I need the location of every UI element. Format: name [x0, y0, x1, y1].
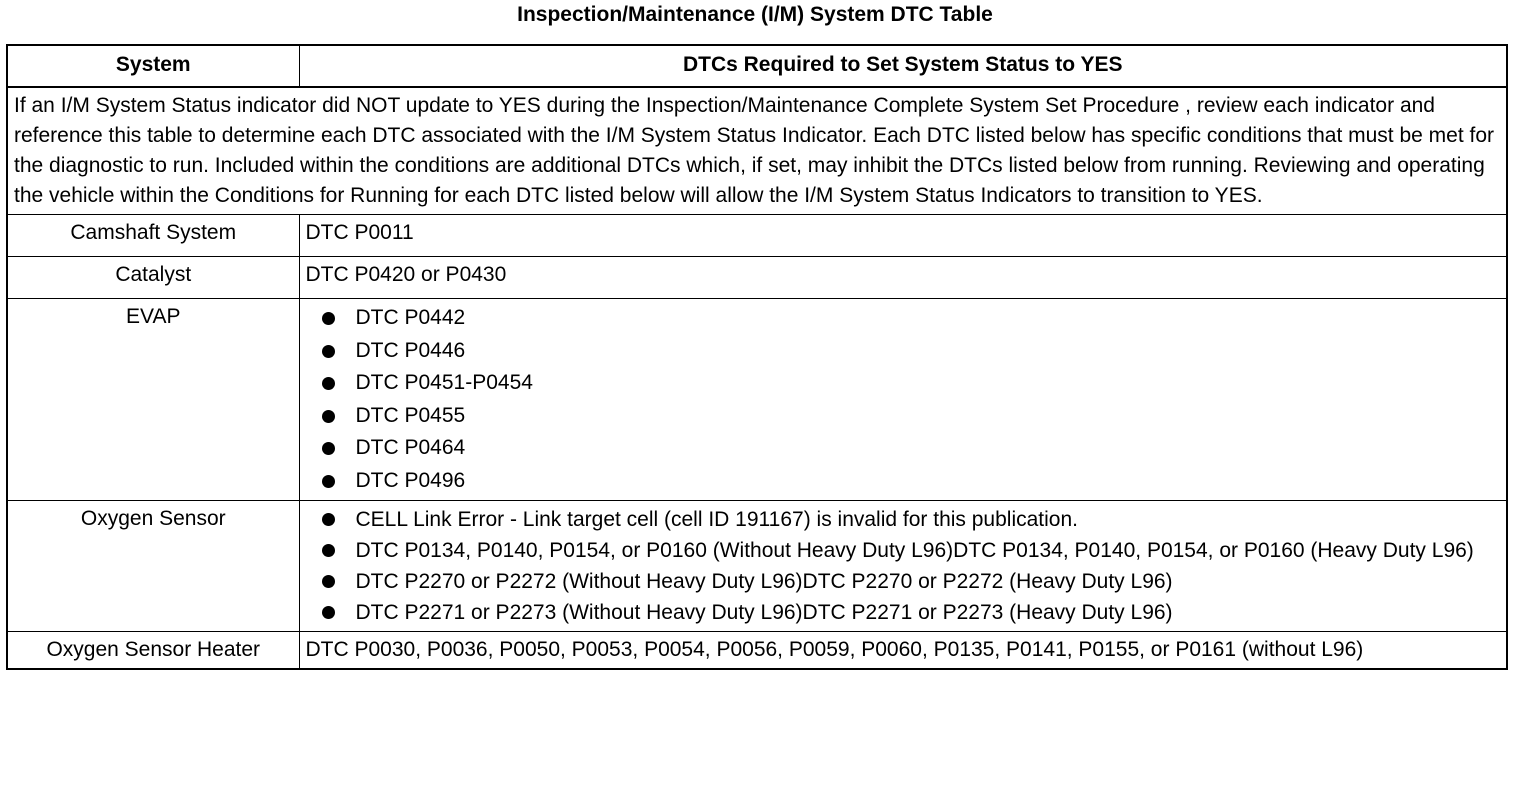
dtc-list	[306, 504, 1501, 628]
dtc-table	[6, 44, 1508, 670]
table-row	[7, 257, 1507, 299]
system-cell: EVAP	[7, 299, 299, 501]
list-item-text: CELL Link Error - Link target cell (cell ID 191167) is invalid for this publication.	[355, 508, 1078, 531]
column-header-dtcs: DTCs Required to Set System Status to YES	[299, 45, 1507, 87]
intro-row	[7, 87, 1507, 215]
bullet-icon	[322, 475, 335, 488]
table-row	[7, 215, 1507, 257]
dtc-list-cell	[299, 299, 1507, 501]
bullet-icon	[322, 544, 335, 557]
page-title: Inspection/Maintenance (I/M) System DTC Table	[517, 3, 993, 26]
list-item	[318, 302, 1501, 335]
system-cell: Catalyst	[7, 257, 299, 299]
bullet-icon	[322, 345, 335, 358]
dtc-list	[306, 302, 1501, 497]
list-item	[318, 367, 1501, 400]
intro-text: If an I/M System Status indicator did NOT update to YES during the Inspection/Maintenance Complete System Set Procedure , review each indicator and reference this table to determine each DTC associated with the I/M System Status Indicator. Each DTC listed below has specific conditions that must be met for the diagnostic to run. Included within the conditions are additional DTCs which, if set, may inhibit the DTCs listed below from running. Reviewing and operating the vehicle within the Conditions for Running for each DTC listed below will allow the I/M System Status Indicators to transition to YES.	[7, 87, 1507, 215]
bullet-icon	[322, 377, 335, 390]
list-item-text: DTC P0496	[355, 468, 466, 492]
list-item	[318, 597, 1501, 628]
list-item-text: DTC P0446	[355, 338, 466, 362]
list-item	[318, 504, 1501, 535]
bullet-icon	[322, 606, 335, 619]
system-cell: Camshaft System	[7, 215, 299, 257]
list-item-text: DTC P2270 or P2272 (Without Heavy Duty L96)DTC P2270 or P2272 (Heavy Duty L96)	[355, 570, 1173, 593]
system-cell: Oxygen Sensor	[7, 501, 299, 632]
table-row	[7, 632, 1507, 670]
bullet-icon	[322, 442, 335, 455]
list-item	[318, 400, 1501, 433]
dtc-cell: DTC P0030, P0036, P0050, P0053, P0054, P0056, P0059, P0060, P0135, P0141, P0155, or P0161 (without L96)	[299, 632, 1507, 670]
list-item-text: DTC P0451-P0454	[355, 371, 533, 394]
system-cell: Oxygen Sensor Heater	[7, 632, 299, 670]
list-item	[318, 535, 1501, 566]
table-row	[7, 501, 1507, 632]
bullet-icon	[322, 513, 335, 526]
list-item-text: DTC P0464	[355, 436, 466, 459]
list-item	[318, 432, 1501, 465]
list-item-text: DTC P0134, P0140, P0154, or P0160 (Without Heavy Duty L96)DTC P0134, P0140, P0154, or P0160 (Heavy Duty L96)	[355, 539, 1474, 562]
dtc-cell: DTC P0011	[299, 215, 1507, 257]
list-item	[318, 566, 1501, 597]
dtc-list-cell	[299, 501, 1507, 632]
column-header-system: System	[7, 45, 299, 87]
bullet-icon	[322, 312, 335, 325]
table-header-row	[7, 45, 1507, 87]
list-item-text: DTC P2271 or P2273 (Without Heavy Duty L96)DTC P2271 or P2273 (Heavy Duty L96)	[355, 601, 1173, 624]
list-item-text: DTC P0442	[355, 306, 466, 329]
dtc-cell: DTC P0420 or P0430	[299, 257, 1507, 299]
table-row	[7, 299, 1507, 501]
list-item	[318, 335, 1501, 368]
list-item-text: DTC P0455	[355, 403, 466, 427]
list-item	[318, 465, 1501, 498]
bullet-icon	[322, 410, 335, 423]
bullet-icon	[322, 575, 335, 588]
